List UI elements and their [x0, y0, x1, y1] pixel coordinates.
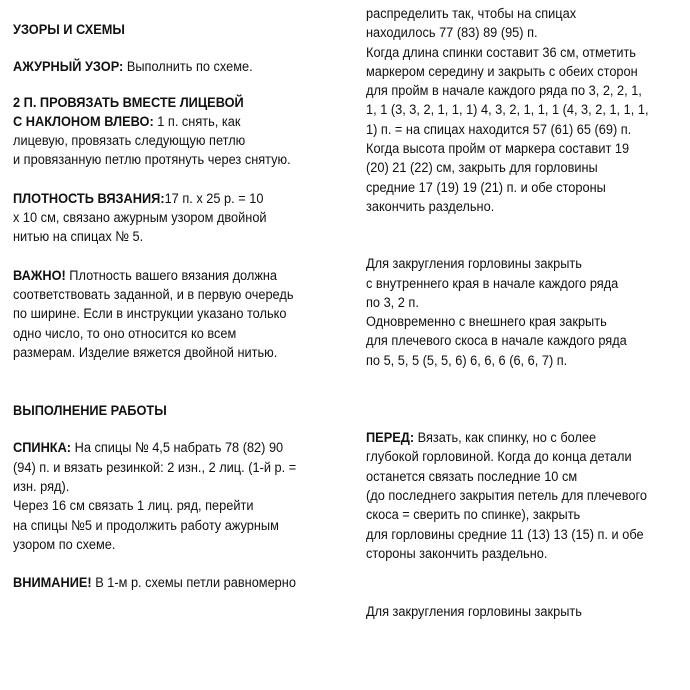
important-label: ВАЖНО! [13, 267, 66, 284]
left-column [13, 0, 346, 594]
back-label: СПИНКА: [13, 440, 72, 457]
back-continuation: распределить так, чтобы на спицах находилось 77 (83) 89 (95) п. Когда длина спинки составит 36 см, отметить маркером середину и закрыть с обеих сторон для пройм в начале каждого ряда по 3, 2, 2, 1, 1, 1 (3, 3, 2, 1, 1, 1) 4, 3, 2, 1, 1, 1 (4, 3, 2, 1, 1, 1, 1) п. = на спицах находится 57 (61) 65 (69) п. Когда высота пройм от маркера составит 19 (20) 21 (22) см, закрыть для горловины средние 17 (19) 19 (21) п. и обе стороны закончить раздельно. [366, 6, 649, 215]
front-label: ПЕРЕД: [366, 430, 415, 447]
execution-heading: ВЫПОЛНЕНИЕ РАБОТЫ [13, 403, 167, 420]
two-together-paragraph [13, 94, 346, 171]
front-paragraph [366, 429, 681, 564]
attention-label: ВНИМАНИЕ! [13, 575, 92, 592]
two-together-label: 2 П. ПРОВЯЗАТЬ ВМЕСТЕ ЛИЦЕВОЙ С НАКЛОНОМ ВЛЕВО: [13, 94, 244, 130]
back-text: На спицы № 4,5 набрать 78 (82) 90 (94) п. и вязать резинкой: 2 изн., 2 лиц. (1-й р. = изн. ряд). Через 16 см связать 1 лиц. ряд, перейти на спицы №5 и продолжить работу ажурным узором по схеме. [13, 440, 297, 553]
attention-text: В 1-м р. схемы петли равномерно [91, 575, 296, 592]
openwork-label: АЖУРНЫЙ УЗОР: [13, 59, 124, 76]
neck-rounding-paragraph: Для закругления горловины закрыть с внутреннего края в начале каждого ряда по 3, 2 п. Одновременно с внешнего края закрыть для плечевого скоса в начале каждого ряда по 5, 5, 5 (5, 5, 6) 6, 6, 6 (6, 6, 7) п. [366, 256, 627, 369]
front-text: Вязать, как спинку, но с более глубокой горловиной. Когда до конца детали останется связать последние 10 см (до последнего закрытия петель для плечевого скоса = сверить по спинке), закрыть для горловины средние 11 (13) 13 (15) п. и обе стороны закончить раздельно. [366, 430, 647, 562]
attention-paragraph [13, 574, 346, 593]
openwork-text: Выполнить по схеме. [123, 59, 253, 76]
gauge-label: ПЛОТНОСТЬ ВЯЗАНИЯ: [13, 190, 165, 207]
right-column [366, 0, 681, 622]
openwork-paragraph [13, 58, 346, 77]
back-paragraph [13, 439, 346, 555]
patterns-heading: УЗОРЫ И СХЕМЫ [13, 22, 125, 38]
important-text: Плотность вашего вязания должна соответствовать заданной, и в первую очередь по ширине. Если в инструкции указано только одно число, то оно относится ко всем размерам. Изделие вяжется двойной нитью. [13, 267, 294, 361]
neck-rounding-paragraph-2: Для закругления горловины закрыть [366, 604, 582, 621]
two-together-text: 1 п. снять, как лицевую, провязать следующую петлю и провязанную петлю протянуть через снятую. [13, 113, 291, 169]
gauge-text: 17 п. х 25 р. = 10 х 10 см, связано ажурным узором двойной нитью на спицах № 5. [13, 190, 267, 246]
important-paragraph [13, 267, 346, 363]
gauge-paragraph [13, 190, 346, 248]
